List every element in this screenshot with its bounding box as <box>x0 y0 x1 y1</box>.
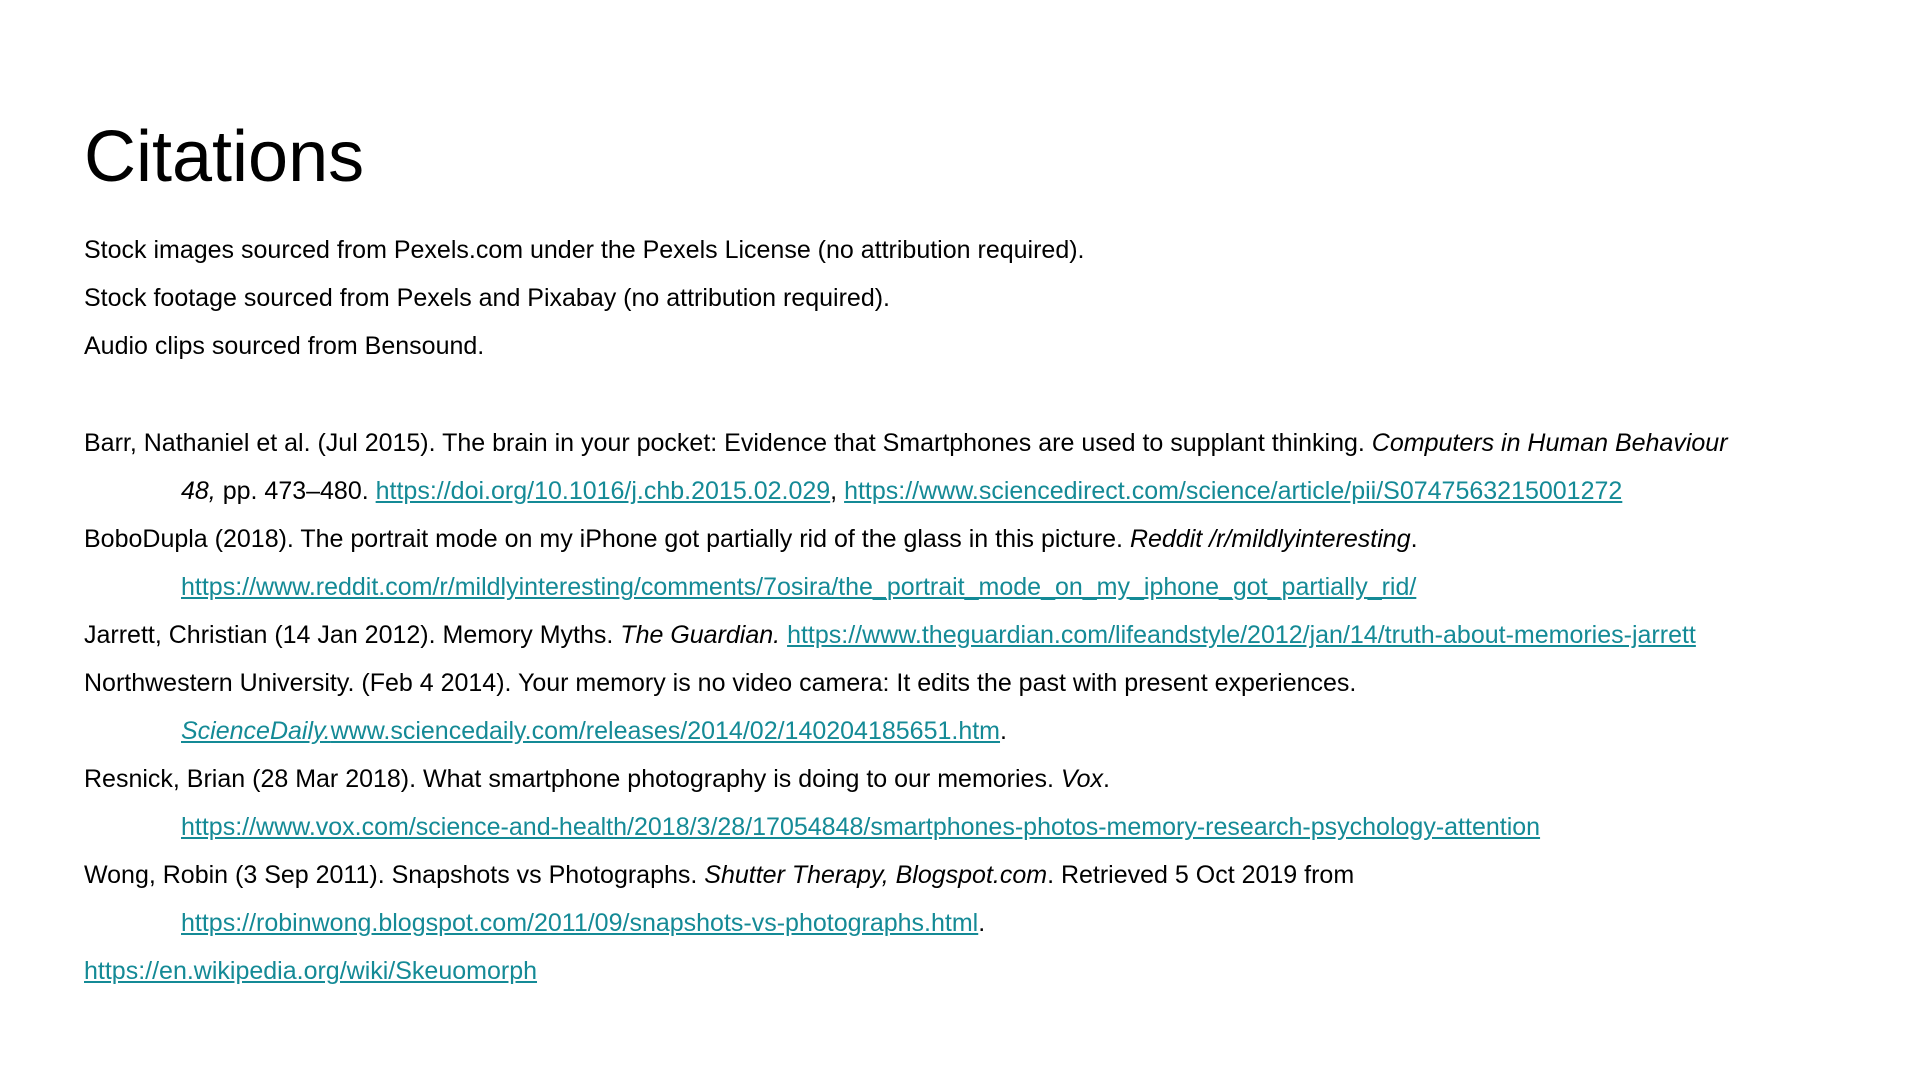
citation-volume: 48, <box>181 477 216 505</box>
citation-source: Reddit /r/mildlyinteresting <box>1129 525 1411 553</box>
citation-pages: pp. 473–480. <box>215 477 376 505</box>
citation-source: Vox <box>1060 765 1104 793</box>
sciencedirect-link[interactable]: https://www.sciencedirect.com/science/article/pii/S0747563215001272 <box>844 477 1623 505</box>
citation-barr-cont <box>181 473 1622 509</box>
citation-source: ScienceDaily. <box>181 717 331 745</box>
citation-text: Jarrett, Christian (14 Jan 2012). Memory Myths. <box>84 621 621 649</box>
sciencedaily-link[interactable] <box>181 717 1000 745</box>
intro-line: Stock footage sourced from Pexels and Pixabay (no attribution required). <box>84 284 890 312</box>
citation-end: . <box>1000 717 1007 745</box>
guardian-link[interactable]: https://www.theguardian.com/lifeandstyle/2012/jan/14/truth-about-memories-jarrett <box>787 621 1696 649</box>
citation-source: Shutter Therapy, Blogspot.com <box>704 861 1048 889</box>
citation-resnick <box>84 761 1110 797</box>
citation-end: . <box>1410 525 1418 553</box>
citation-barr <box>84 425 1728 461</box>
blogspot-link[interactable]: https://robinwong.blogspot.com/2011/09/snapshots-vs-photographs.html <box>181 909 979 937</box>
citation-text: Resnick, Brian (28 Mar 2018). What smartphone photography is doing to our memories. <box>84 765 1061 793</box>
reddit-link[interactable]: https://www.reddit.com/r/mildlyinteresting/comments/7osira/the_portrait_mode_on_my_iphone_got_partially_rid/ <box>181 573 1417 601</box>
wikipedia-link[interactable]: https://en.wikipedia.org/wiki/Skeuomorph <box>84 957 538 985</box>
citation-bobodupla <box>84 521 1418 557</box>
citation-text: BoboDupla (2018). The portrait mode on my iPhone got partially rid of the glass in this picture. <box>84 525 1130 553</box>
citation-wong <box>84 857 1354 893</box>
citation-source: The Guardian. <box>620 621 781 649</box>
intro-line: Audio clips sourced from Bensound. <box>84 332 485 360</box>
citation-northwestern <box>84 665 1356 701</box>
citation-retrieved: . Retrieved 5 Oct 2019 from <box>1047 861 1355 889</box>
citation-text: Northwestern University. (Feb 4 2014). Your memory is no video camera: It edits the past with present experiences. <box>84 669 1357 697</box>
link-separator: , <box>830 477 845 505</box>
citation-bobodupla-cont <box>181 569 1416 605</box>
intro-line: Stock images sourced from Pexels.com under the Pexels License (no attribution required). <box>84 236 1085 264</box>
doi-link[interactable]: https://doi.org/10.1016/j.chb.2015.02.029 <box>375 477 831 505</box>
link-url: www.sciencedaily.com/releases/2014/02/140204185651.htm <box>330 717 1001 745</box>
citation-wong-cont <box>181 905 985 941</box>
citation-wikipedia <box>84 953 537 989</box>
citation-northwestern-cont <box>181 713 1007 749</box>
citation-source: Computers in Human Behaviour <box>1371 429 1728 457</box>
citation-text: Barr, Nathaniel et al. (Jul 2015). The brain in your pocket: Evidence that Smartphones are used to supplant thinking. <box>84 429 1372 457</box>
page-title: Citations <box>84 117 365 197</box>
citation-text: Wong, Robin (3 Sep 2011). Snapshots vs Photographs. <box>84 861 705 889</box>
vox-link[interactable]: https://www.vox.com/science-and-health/2018/3/28/17054848/smartphones-photos-memory-research-psychology-attention <box>181 813 1541 841</box>
citation-end: . <box>1103 765 1110 793</box>
citation-resnick-cont <box>181 809 1540 845</box>
citation-jarrett <box>84 617 1696 653</box>
citation-end: . <box>978 909 986 937</box>
